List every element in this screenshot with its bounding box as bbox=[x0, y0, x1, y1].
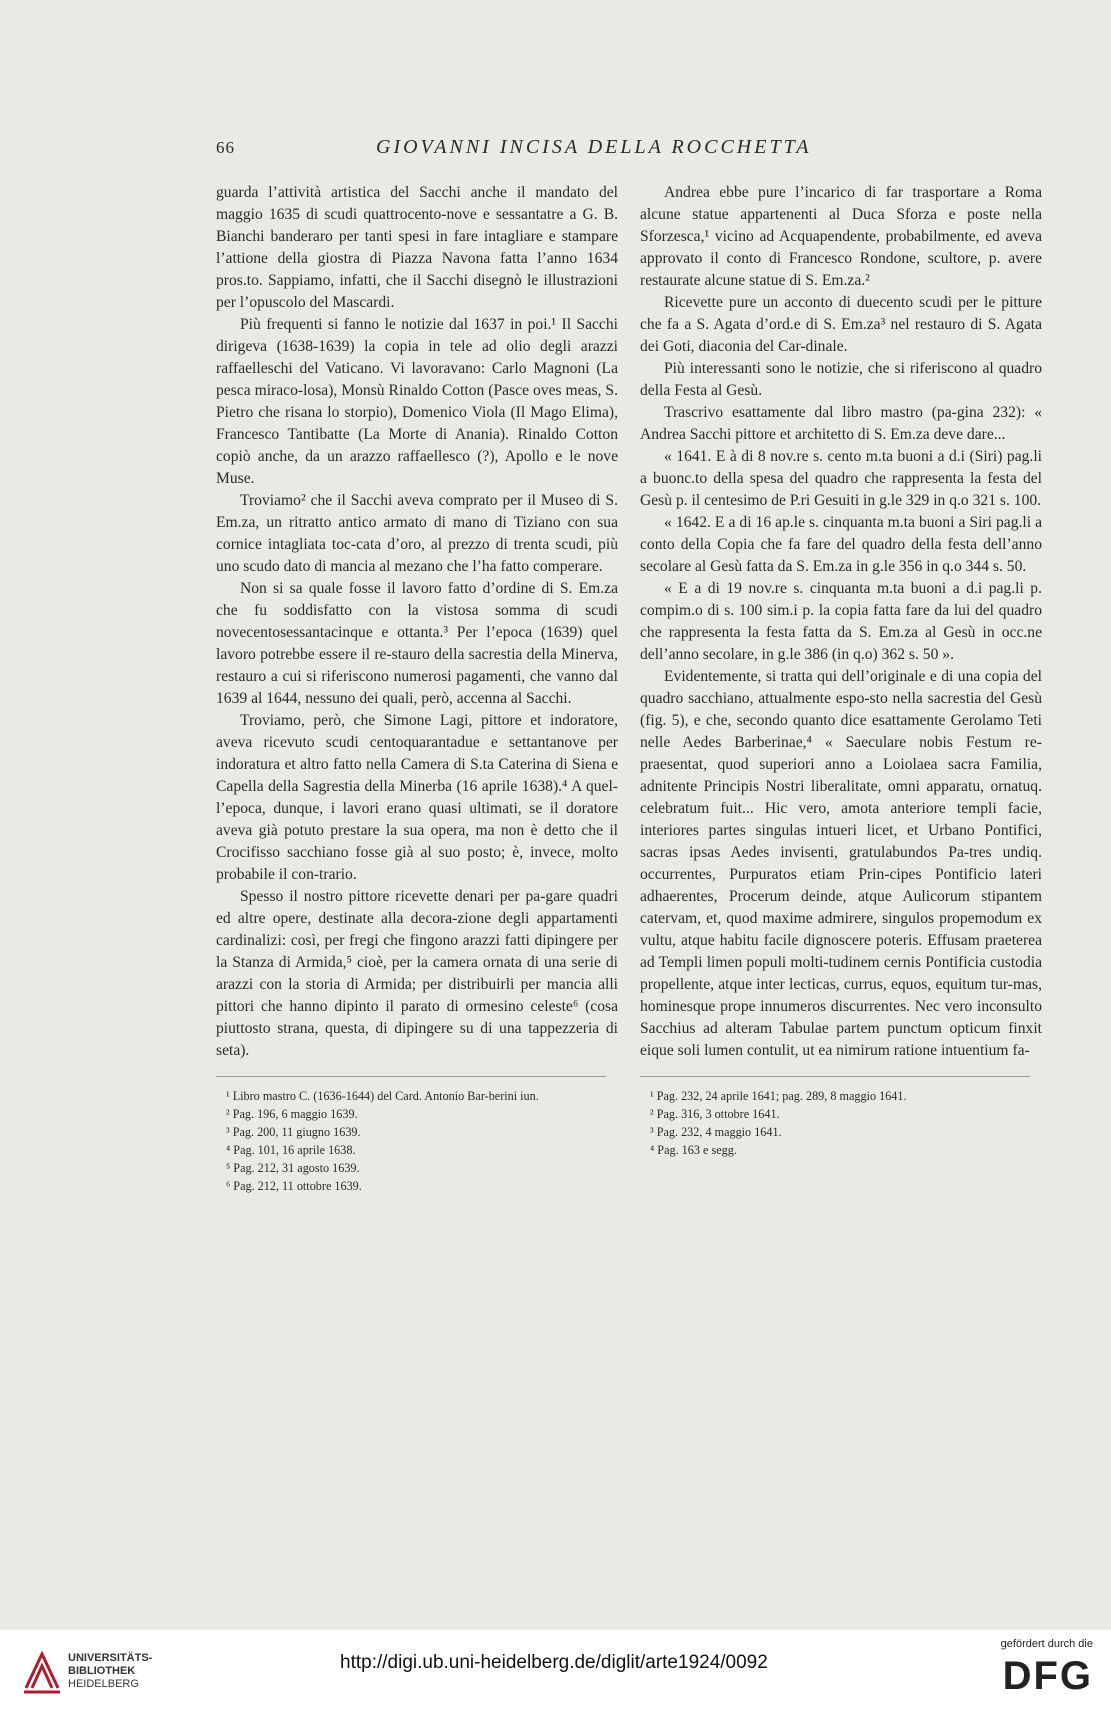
library-logo[interactable] bbox=[22, 1642, 212, 1700]
footnote: ⁵ Pag. 212, 31 agosto 1639. bbox=[226, 1161, 360, 1175]
paragraph: Spesso il nostro pittore ricevette denari per pa-gare quadri ed altre opere, destinate alla decora-zione degli appartamenti cardinalizi: così, per fregi che fingono arazzi fatti dipingere per la Stanza di Armida,⁵ cioè, per la camera ornata di una serie di arazzi con la storia di Armida; per distribuirli per mancia alli pittori che hanno dipinto il parato di ormesino celeste⁶ (cosa piuttosto strana, questa, di dipingere su di una tappezzeria di seta). bbox=[216, 888, 618, 1059]
left-column bbox=[216, 182, 618, 1195]
footnote: ³ Pag. 200, 11 giugno 1639. bbox=[226, 1125, 361, 1139]
running-head bbox=[216, 138, 1031, 162]
footnote: ¹ Libro mastro C. (1636-1644) del Card. Antonio Bar-berini iun. bbox=[226, 1089, 539, 1103]
paragraph: guarda l’attività artistica del Sacchi anche il mandato del maggio 1635 di scudi quattrocento-nove e sessantatre a G. B. Bianchi banderaro per tanti spesi in fare intagliare e stampare l’attione della giostra di Piazza Navona fatta l’anno 1634 pros.to. Sappiamo, infatti, che il Sacchi disegnò le illustrazioni per l’opuscolo del Mascardi. bbox=[216, 184, 618, 311]
library-name bbox=[68, 1652, 152, 1691]
paragraph: « 1641. E à di 8 nov.re s. cento m.ta buoni a d.i (Siri) pag.li a buonc.to della spesa del quadro che rappresenta la festa del Gesù p. il centesimo de P.ri Gesuiti in g.le 329 in q.o 321 s. 100. bbox=[640, 448, 1042, 509]
permalink-url[interactable]: http://digi.ub.uni-heidelberg.de/diglit/arte1924/0092 bbox=[340, 1652, 768, 1673]
paragraph: « 1642. E a di 16 ap.le s. cinquanta m.ta buoni a Siri pag.li a conto della Copia che fa fare del quadro della festa dell’anno secolare al Gesù fatta da S. Em.za in g.le 356 in q.o 344 s. 50. bbox=[640, 514, 1042, 575]
footnote: ² Pag. 196, 6 maggio 1639. bbox=[226, 1107, 358, 1121]
library-city: HEIDELBERG bbox=[68, 1678, 139, 1690]
page-number: 66 bbox=[216, 138, 235, 157]
footnotes bbox=[640, 1087, 1042, 1159]
paragraph: Non si sa quale fosse il lavoro fatto d’ordine di S. Em.za che fu soddisfatto con la vistosa somma di scudi novecentosessantacinque e ottanta.³ Per l’epoca (1639) quel lavoro potrebbe essere il re-stauro della sacrestia della Minerva, restauro a cui si riferiscono numerosi pagamenti, che vanno dal 1639 al 1644, nessuno dei quali, però, accenna al Sacchi. bbox=[216, 580, 618, 707]
paragraph: Andrea ebbe pure l’incarico di far trasportare a Roma alcune statue appartenenti al Duca Sforza e poste nella Sforzesca,¹ vicino ad Acquapendente, probabilmente, ed aveva approvato il conto di Francesco Rondone, scultore, p. avere restaurate alcune statue di S. Em.za.² bbox=[640, 184, 1042, 289]
paragraph: Trascrivo esattamente dal libro mastro (pa-gina 232): « Andrea Sacchi pittore et architetto di S. Em.za deve dare... bbox=[640, 404, 1042, 443]
paragraph: Ricevette pure un acconto di duecento scudi per le pitture che fa a S. Agata d’ord.e di S. Em.za³ nel restauro di S. Agata dei Goti, diaconia del Car-dinale. bbox=[640, 294, 1042, 355]
library-name-line2: BIBLIOTHEK bbox=[68, 1665, 136, 1677]
library-emblem-icon bbox=[22, 1648, 62, 1694]
footnotes bbox=[216, 1087, 618, 1195]
right-column bbox=[640, 182, 1042, 1159]
footnote: ⁴ Pag. 163 e segg. bbox=[650, 1143, 737, 1157]
footnote: ⁶ Pag. 212, 11 ottobre 1639. bbox=[226, 1179, 362, 1193]
footnote: ² Pag. 316, 3 ottobre 1641. bbox=[650, 1107, 780, 1121]
footer-bar bbox=[0, 1630, 1111, 1712]
funding-caption: gefördert durch die bbox=[1000, 1638, 1093, 1650]
paragraph: Più frequenti si fanno le notizie dal 1637 in poi.¹ Il Sacchi dirigeva (1638-1639) la copia in tele ad olio degli arazzi raffaelleschi del Vaticano. Vi lavoravano: Carlo Magnoni (La pesca miraco-losa), Monsù Rinaldo Cotton (Pasce oves meas, S. Pietro che risana lo storpio), Domenico Viola (Il Mago Elima), Francesco Tantibatte (La Morte di Anania). Rinaldo Cotton copiò anche, da un arazzo raffaellesco (?), Apollo e le nove Muse. bbox=[216, 316, 618, 487]
footnote: ³ Pag. 232, 4 maggio 1641. bbox=[650, 1125, 782, 1139]
paragraph: Troviamo² che il Sacchi aveva comprato per il Museo di S. Em.za, un ritratto antico armato di mano di Tiziano con sua cornice intagliata toc-cata d’oro, al prezzo di trenta scudi, più uno scudo dato di mancia al mezano che l’ha fatto comperare. bbox=[216, 492, 618, 575]
page-title: GIOVANNI INCISA DELLA ROCCHETTA bbox=[376, 136, 812, 158]
footnote-divider bbox=[216, 1076, 606, 1077]
library-name-line1: UNIVERSITÄTS- bbox=[68, 1652, 153, 1664]
paragraph: « E a di 19 nov.re s. cinquanta m.ta buoni a d.i pag.li p. compim.o di s. 100 sim.i p. la copia fatta fare da lui del quadro che rappresenta la festa fatta da S. Em.za al Gesù in occ.ne dell’anno secolare, in g.le 386 (in q.o) 362 s. 50 ». bbox=[640, 580, 1042, 663]
dfg-logo[interactable]: DFG bbox=[1002, 1654, 1093, 1698]
footnote-divider bbox=[640, 1076, 1030, 1077]
paragraph: Evidentemente, si tratta qui dell’originale e di una copia del quadro sacchiano, attualmente espo-sto nella sacrestia del Gesù (fig. 5), e che, secondo quanto dice esattamente Gerolamo Teti nelle Aedes Barberinae,⁴ « Saeculare nobis Festum re-praesentat, quod superiori anno a Loiolaea sacra Familia, adnitente Principis Nostri liberalitate, omni apparatu, ornatuq. celebratum fuit... Hic vero, amota anteriore templi facie, interiores partes singulas intueri licet, et Urbano Pontifici, sacras ipsas Aedes invisenti, gratulabundos Pa-tres undiq. occurrentes, Purpuratos etiam Prin-cipes Pontificio lateri adhaerentes, Procerum deinde, atque Aulicorum stipantem catervam, et, quod maxime admirere, singulos propemodum ex vultu, atque habitu facile dignoscere poteris. Effusam praeterea ad Templi limen populi molti-tudinem cernis Pontificia custodia propellente, atque inter lecticas, currus, equos, equitum tur-mas, hominesque prope innumeros discurrentes. Nec vero inconsulto Sacchius ad alteram Tabulae partem punctum opticum finxit eique soli lumen contulit, ut ea nimirum ratione intuentium fa- bbox=[640, 668, 1042, 1059]
paragraph: Troviamo, però, che Simone Lagi, pittore et indoratore, aveva ricevuto scudi centoquarantadue e settantanove per indoratura et altro fatto nella Camera di S.ta Caterina di Siena e Capella della Sagrestia della Minerba (16 aprile 1638).⁴ A quel-l’epoca, dunque, i lavori erano quasi ultimati, se il doratore aveva già potuto prestare la sua opera, ma non è detto che il Crocifisso sacchiano fosse già al suo posto; è, invece, molto probabile il con-trario. bbox=[216, 712, 618, 883]
footnote: ¹ Pag. 232, 24 aprile 1641; pag. 289, 8 maggio 1641. bbox=[650, 1089, 907, 1103]
footnote: ⁴ Pag. 101, 16 aprile 1638. bbox=[226, 1143, 356, 1157]
paragraph: Più interessanti sono le notizie, che si riferiscono al quadro della Festa al Gesù. bbox=[640, 360, 1042, 399]
